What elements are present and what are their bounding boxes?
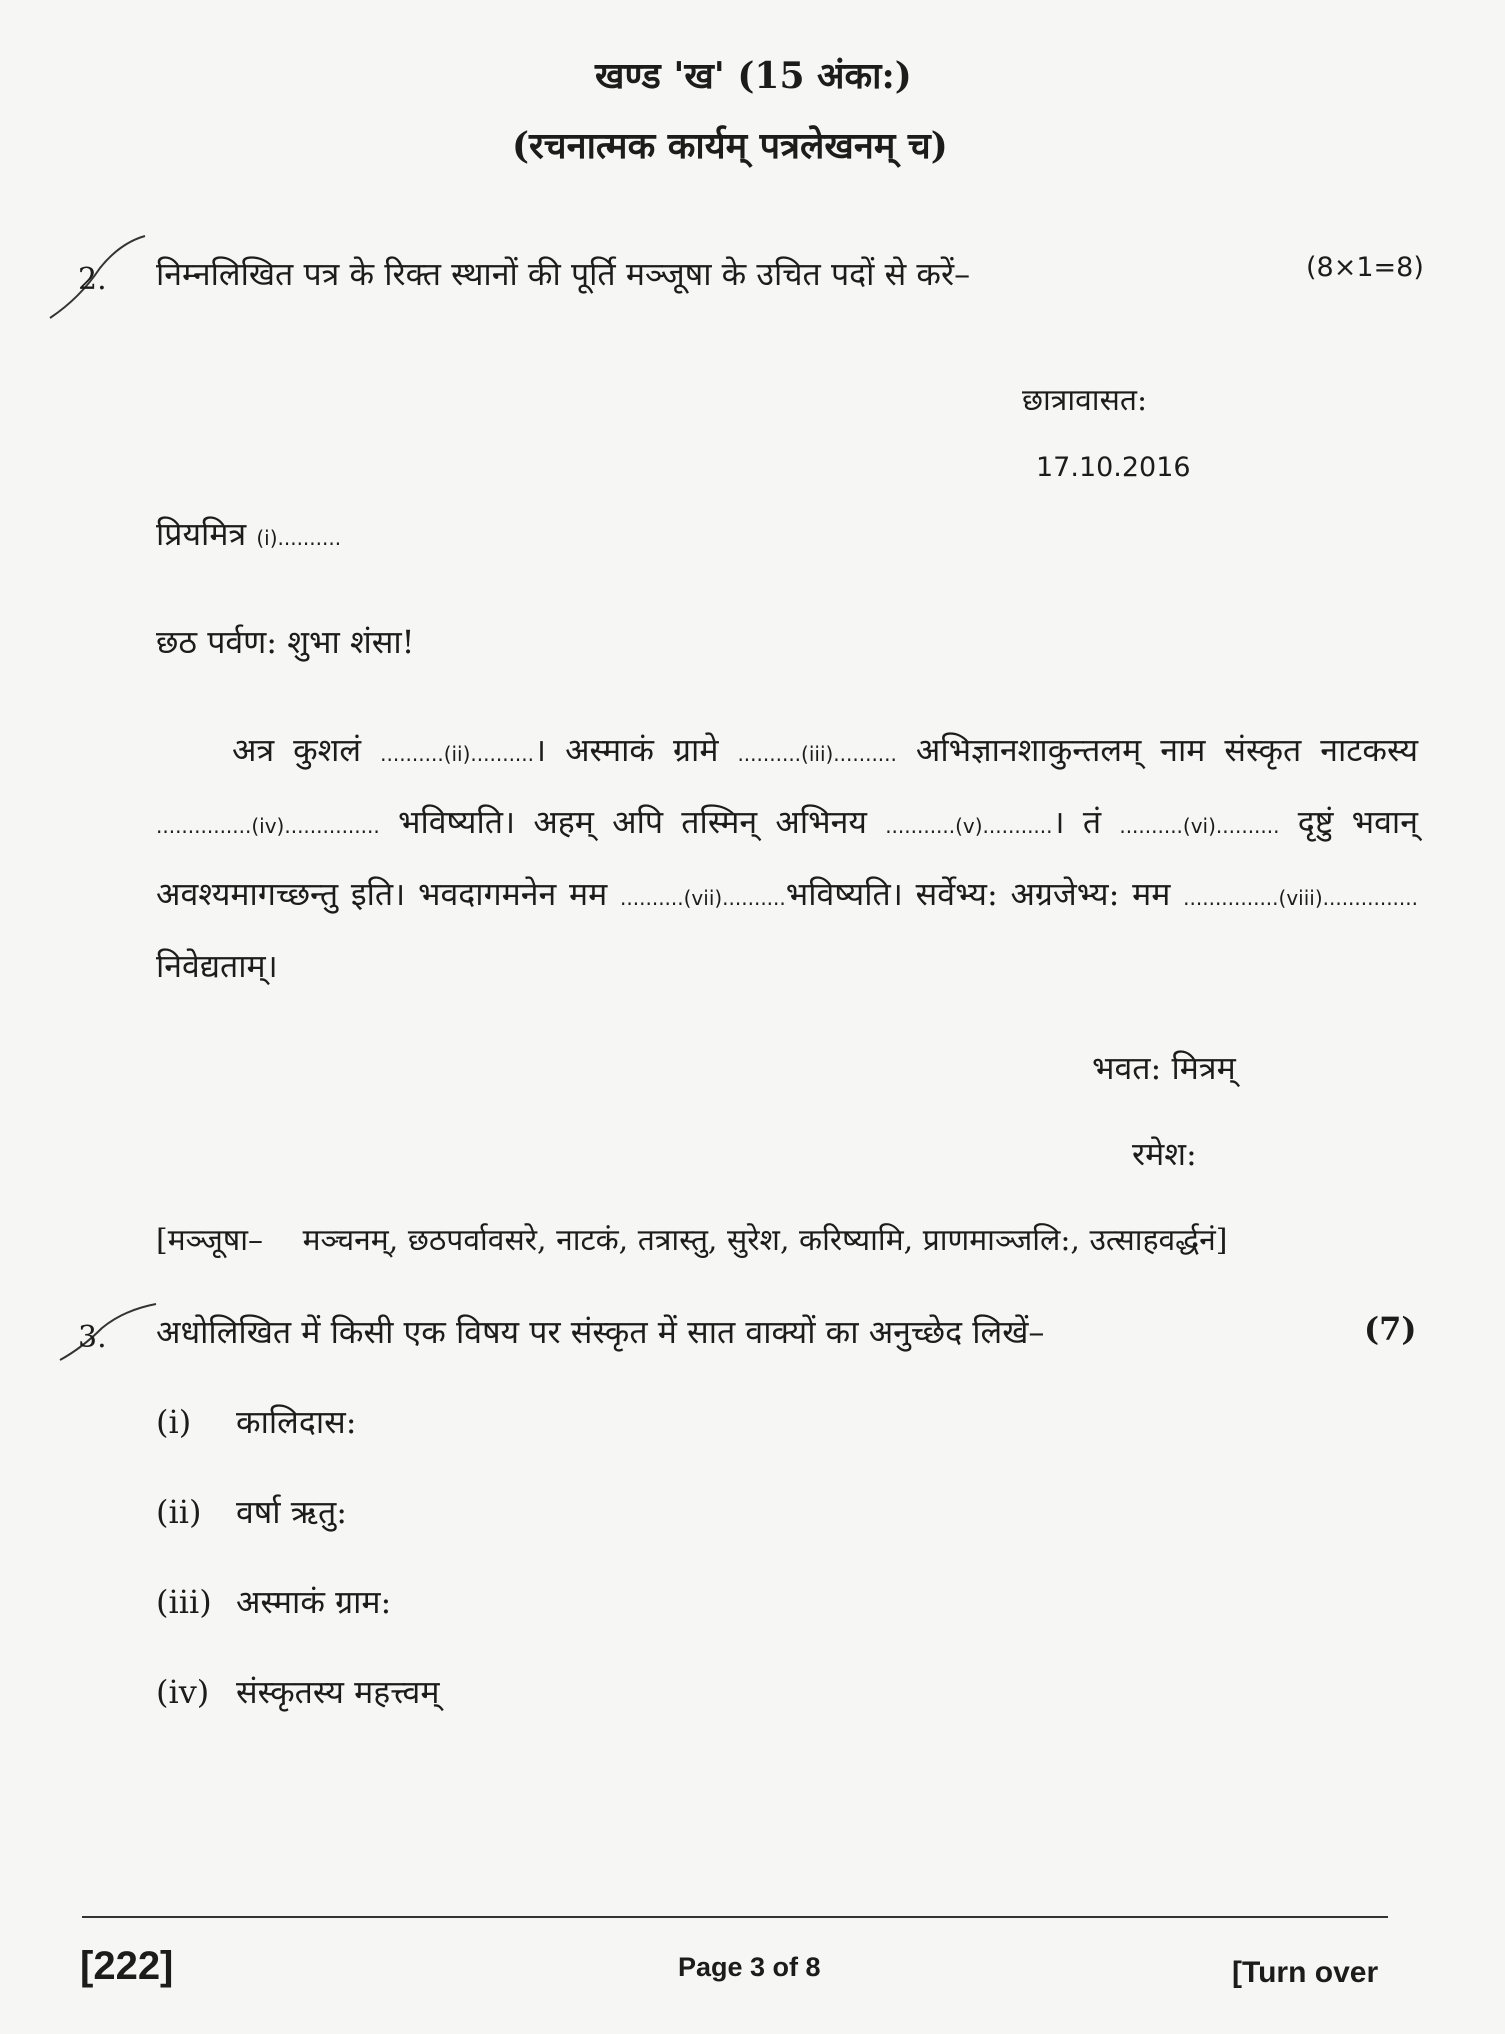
q3-instruction: अधोलिखित में किसी एक विषय पर संस्कृत में सात वाक्यों का अनुच्छेद लिखें– <box>156 1313 1045 1351</box>
blank-i: (i).......... <box>256 526 342 550</box>
blank-vi: ..........(vi).......... <box>1119 814 1280 838</box>
blank-v: ...........(v)........... <box>885 814 1053 838</box>
letter-closing: भवत: मित्रम् <box>1092 1049 1236 1087</box>
body-text: अभिज्ञानशाकुन्तलम् नाम संस्कृत नाटकस्य <box>896 731 1419 769</box>
letter-salutation <box>156 512 341 555</box>
option-number: (ii) <box>156 1493 202 1531</box>
word-box-words: मञ्चनम्, छठपर्वावसरे, नाटकं, तत्रास्तु, सुरेश, करिष्यामि, प्राणमाञ्जलि:, उत्साहवर्द्धनं] <box>302 1223 1228 1258</box>
body-text: । अस्माकं ग्रामे <box>534 731 738 769</box>
blank-iii: ..........(iii).......... <box>737 742 897 766</box>
page-number: Page 3 of 8 <box>678 1952 821 1982</box>
q3-option <box>156 1580 391 1623</box>
option-text: वर्षा ऋतु: <box>236 1493 348 1531</box>
letter-place: छात्रावासत: <box>1022 383 1148 418</box>
q3-number: 3. <box>78 1320 107 1355</box>
turn-over-label: [Turn over <box>1232 1956 1379 1989</box>
q2-marks: (8×1=8) <box>1306 252 1424 283</box>
section-subtitle: (रचनात्मक कार्यम् पत्रलेखनम् च) <box>512 125 948 167</box>
paper-code: [222] <box>80 1944 174 1988</box>
q2-number: 2. <box>78 262 107 297</box>
footer-rule <box>82 1916 1388 1918</box>
option-text: अस्माकं ग्राम: <box>236 1583 392 1621</box>
word-box <box>156 1218 1228 1259</box>
letter-date: 17.10.2016 <box>1036 452 1191 483</box>
q3-option <box>156 1400 357 1443</box>
option-number: (i) <box>156 1403 192 1441</box>
body-text: दृष्टुं भवान् अवश्यमागच्छन्तु इति। भवदागमनेन मम <box>156 803 1418 913</box>
option-number: (iv) <box>156 1673 210 1711</box>
blank-viii: ...............(viii)............... <box>1183 886 1418 910</box>
letter-greeting: छठ पर्वण: शुभा शंसा! <box>156 623 415 661</box>
body-text: अत्र कुशलं <box>232 731 381 769</box>
body-text: भविष्यति। सर्वेभ्य: अग्रजेभ्य: मम <box>785 875 1184 913</box>
body-text: । तं <box>1052 803 1120 841</box>
salutation-text: प्रियमित्र <box>156 515 247 553</box>
letter-signature: रमेश: <box>1132 1135 1197 1173</box>
q3-marks: (7) <box>1364 1310 1417 1348</box>
q2-instruction: निम्नलिखित पत्र के रिक्त स्थानों की पूर्ति मञ्जूषा के उचित पदों से करें– <box>156 255 971 293</box>
letter-body <box>156 716 1418 1000</box>
word-box-label: [मञ्जूषा– <box>156 1223 264 1258</box>
q3-option <box>156 1490 347 1533</box>
option-text: संस्कृतस्य महत्त्वम् <box>236 1673 440 1711</box>
option-text: कालिदास: <box>236 1403 357 1441</box>
section-title: खण्ड 'ख' (15 अंका:) <box>595 55 912 97</box>
blank-vii: ..........(vii).......... <box>620 886 786 910</box>
option-number: (iii) <box>156 1583 212 1621</box>
q3-option <box>156 1670 439 1713</box>
body-text: भविष्यति। अहम् अपि तस्मिन् अभिनय <box>379 803 886 841</box>
checkmark-icon <box>52 1298 162 1378</box>
blank-iv: ...............(iv)............... <box>156 814 380 838</box>
blank-ii: ..........(ii).......... <box>380 742 534 766</box>
body-text: निवेद्यताम्। <box>156 947 278 985</box>
